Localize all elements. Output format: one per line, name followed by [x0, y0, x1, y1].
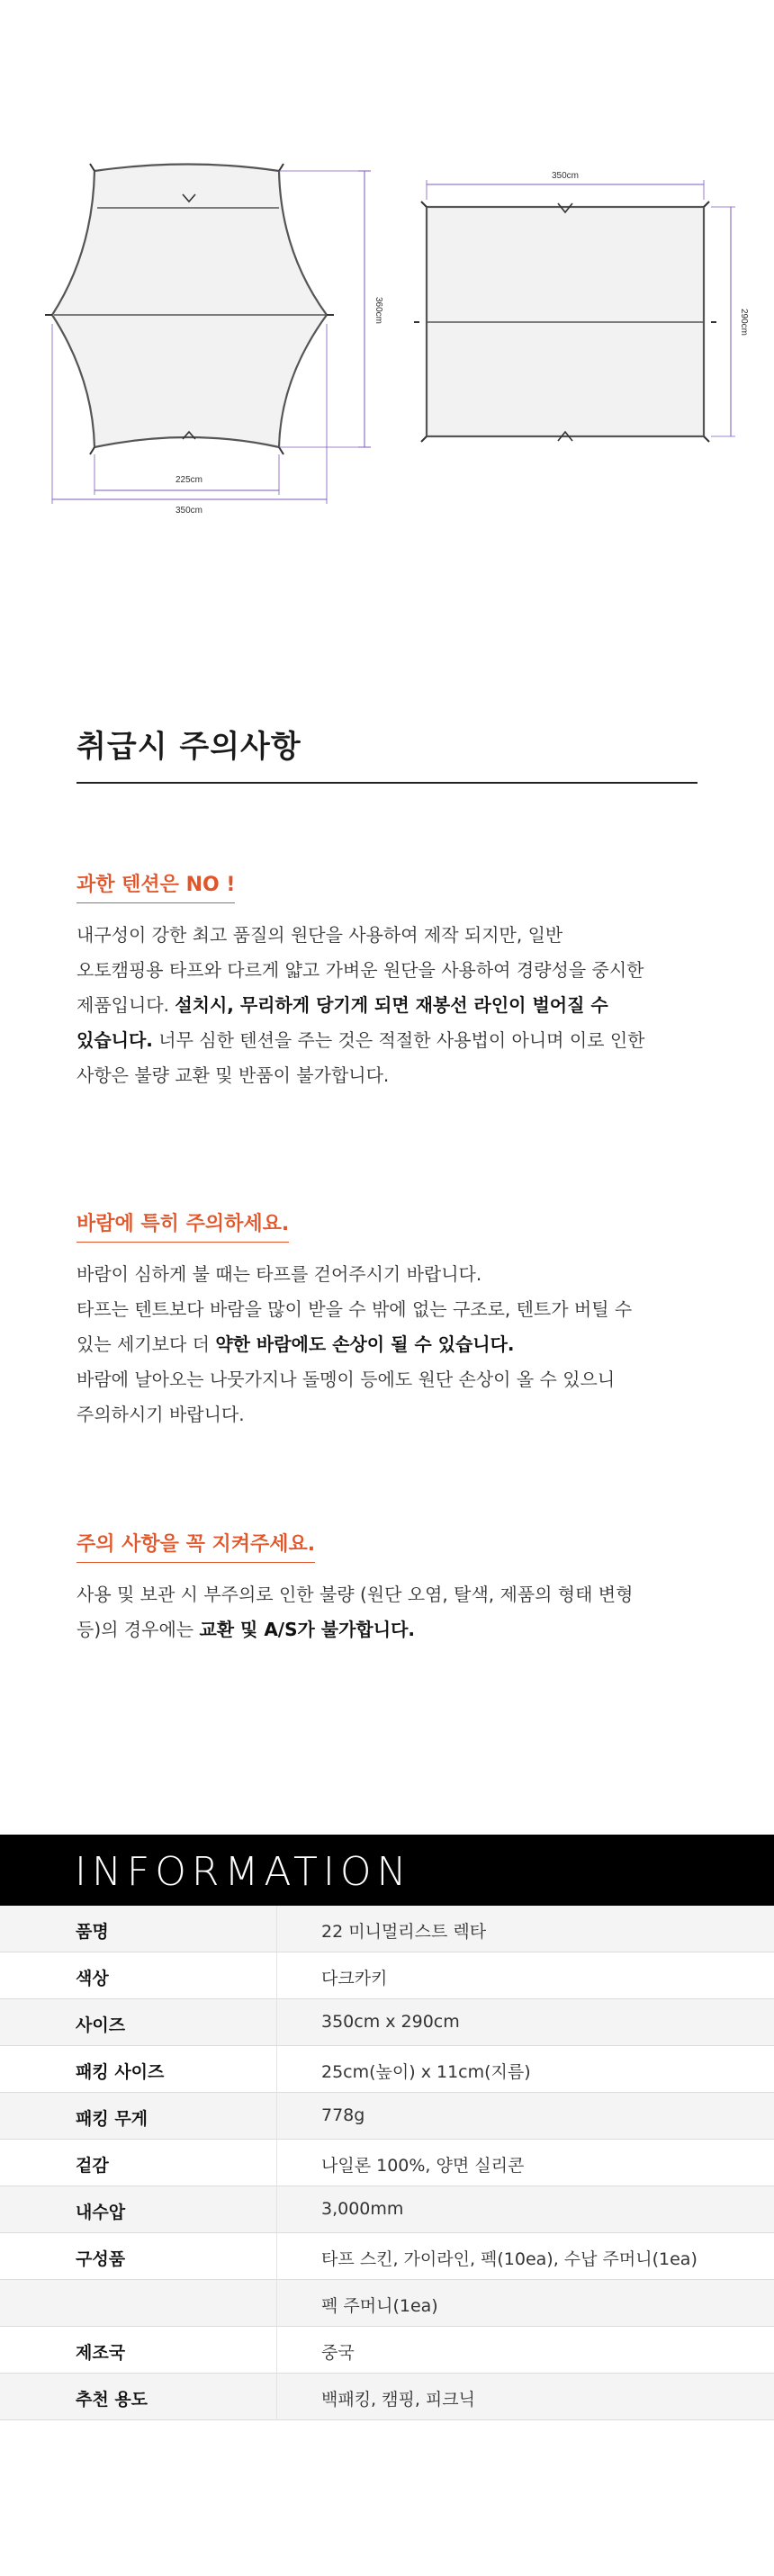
table-row: [0, 1906, 774, 1952]
row-key: 구성품: [76, 2249, 126, 2269]
caution-block-title: 바람에 특히 주의하세요.: [76, 1208, 289, 1243]
row-value: 3,000mm: [321, 2199, 404, 2219]
table-row: [0, 2327, 774, 2374]
information-heading: INFORMATION: [75, 1849, 412, 1895]
table-row: [0, 2233, 774, 2280]
body-line: 바람이 심하게 불 때는 타프를 걷어주시기 바랍니다.: [76, 1263, 482, 1285]
body-line: 바람에 날아오는 나뭇가지나 돌멩이 등에도 원단 손상이 올 수 있으니: [76, 1369, 616, 1390]
hexa-outer-width-label: 350cm: [175, 506, 203, 516]
caution-section-title: 취급시 주의사항: [76, 729, 302, 765]
tarp-diagrams: [0, 0, 774, 576]
body-line: 있는 세기보다 더: [76, 1333, 216, 1355]
body-emphasis: 교환 및 A/S가 불가합니다.: [199, 1619, 415, 1640]
caution-block-notice: [76, 1529, 698, 1647]
body-line: 너무 심한 텐션을 주는 것은 적절한 사용법이 아니며 이로 인한: [152, 1029, 645, 1051]
row-key: 겉감: [76, 2156, 109, 2176]
recta-width-label: 350cm: [551, 171, 580, 181]
information-table: [0, 1906, 774, 2420]
row-value: 22 미니멀리스트 렉타: [321, 1922, 487, 1942]
row-value: 350cm x 290cm: [321, 2012, 460, 2032]
row-value: 중국: [321, 2343, 355, 2363]
row-key: 내수압: [76, 2203, 126, 2222]
information-banner: [0, 1835, 774, 1906]
hexa-tarp-diagram: [45, 164, 383, 516]
caution-block-wind: [76, 1208, 698, 1432]
row-value: 778g: [321, 2105, 365, 2125]
body-line: 내구성이 강한 최고 품질의 원단을 사용하여 제작 되지만, 일반: [76, 924, 563, 946]
table-row: [0, 2140, 774, 2186]
row-key: 품명: [76, 1922, 109, 1942]
table-row: [0, 2280, 774, 2327]
caution-divider: [76, 782, 698, 784]
body-line: 등)의 경우에는: [76, 1619, 200, 1640]
row-value: 펙 주머니(1ea): [321, 2296, 438, 2316]
row-value: 백패킹, 캠핑, 피크닉: [321, 2390, 475, 2410]
body-emphasis: 있습니다.: [76, 1029, 153, 1051]
row-value: 나일론 100%, 양면 실리콘: [321, 2156, 525, 2176]
table-row: [0, 1999, 774, 2046]
body-line: 타프는 텐트보다 바람을 많이 받을 수 밖에 없는 구조로, 텐트가 버틸 수: [76, 1298, 633, 1320]
table-row: [0, 2093, 774, 2140]
table-row: [0, 2186, 774, 2233]
row-value: 25cm(높이) x 11cm(지름): [321, 2062, 531, 2082]
body-line: 주의하시기 바랍니다.: [76, 1404, 245, 1425]
caution-block-tension: [76, 869, 698, 1093]
body-emphasis: 설치시, 무리하게 당기게 되면 재봉선 라인이 벌어질 수: [175, 994, 608, 1016]
caution-block-title: 주의 사항을 꼭 지켜주세요.: [76, 1529, 315, 1563]
row-value: 다크카키: [321, 1969, 388, 1988]
body-line: 사항은 불량 교환 및 반품이 불가합니다.: [76, 1064, 390, 1086]
row-key: 패킹 사이즈: [76, 2062, 165, 2082]
row-key: 추천 용도: [76, 2390, 148, 2410]
row-value: 타프 스킨, 가이라인, 펙(10ea), 수납 주머니(1ea): [321, 2249, 698, 2269]
row-key: 패킹 무게: [76, 2109, 148, 2129]
hexa-inner-width-label: 225cm: [175, 475, 203, 485]
table-row: [0, 1952, 774, 1999]
caution-block-body: [76, 1257, 698, 1432]
recta-tarp-diagram: [414, 171, 749, 442]
hexa-height-label: 360cm: [374, 296, 383, 325]
caution-block-body: [76, 918, 698, 1093]
body-line: 오토캠핑용 타프와 다르게 얇고 가벼운 원단을 사용하여 경량성을 중시한: [76, 959, 644, 981]
body-line: 제품입니다.: [76, 994, 176, 1016]
row-key: 제조국: [76, 2343, 126, 2363]
table-row: [0, 2374, 774, 2420]
row-key: 사이즈: [76, 2015, 126, 2035]
row-key: 색상: [76, 1969, 109, 1988]
table-row: [0, 2046, 774, 2093]
caution-block-title: 과한 텐션은 NO !: [76, 869, 235, 903]
body-line: 사용 및 보관 시 부주의로 인한 불량 (원단 오염, 탈색, 제품의 형태 변형: [76, 1584, 634, 1605]
recta-height-label: 290cm: [739, 308, 749, 337]
tarp-diagram-svg: [0, 0, 774, 576]
caution-block-body: [76, 1577, 698, 1647]
body-emphasis: 약한 바람에도 손상이 될 수 있습니다.: [215, 1333, 515, 1355]
